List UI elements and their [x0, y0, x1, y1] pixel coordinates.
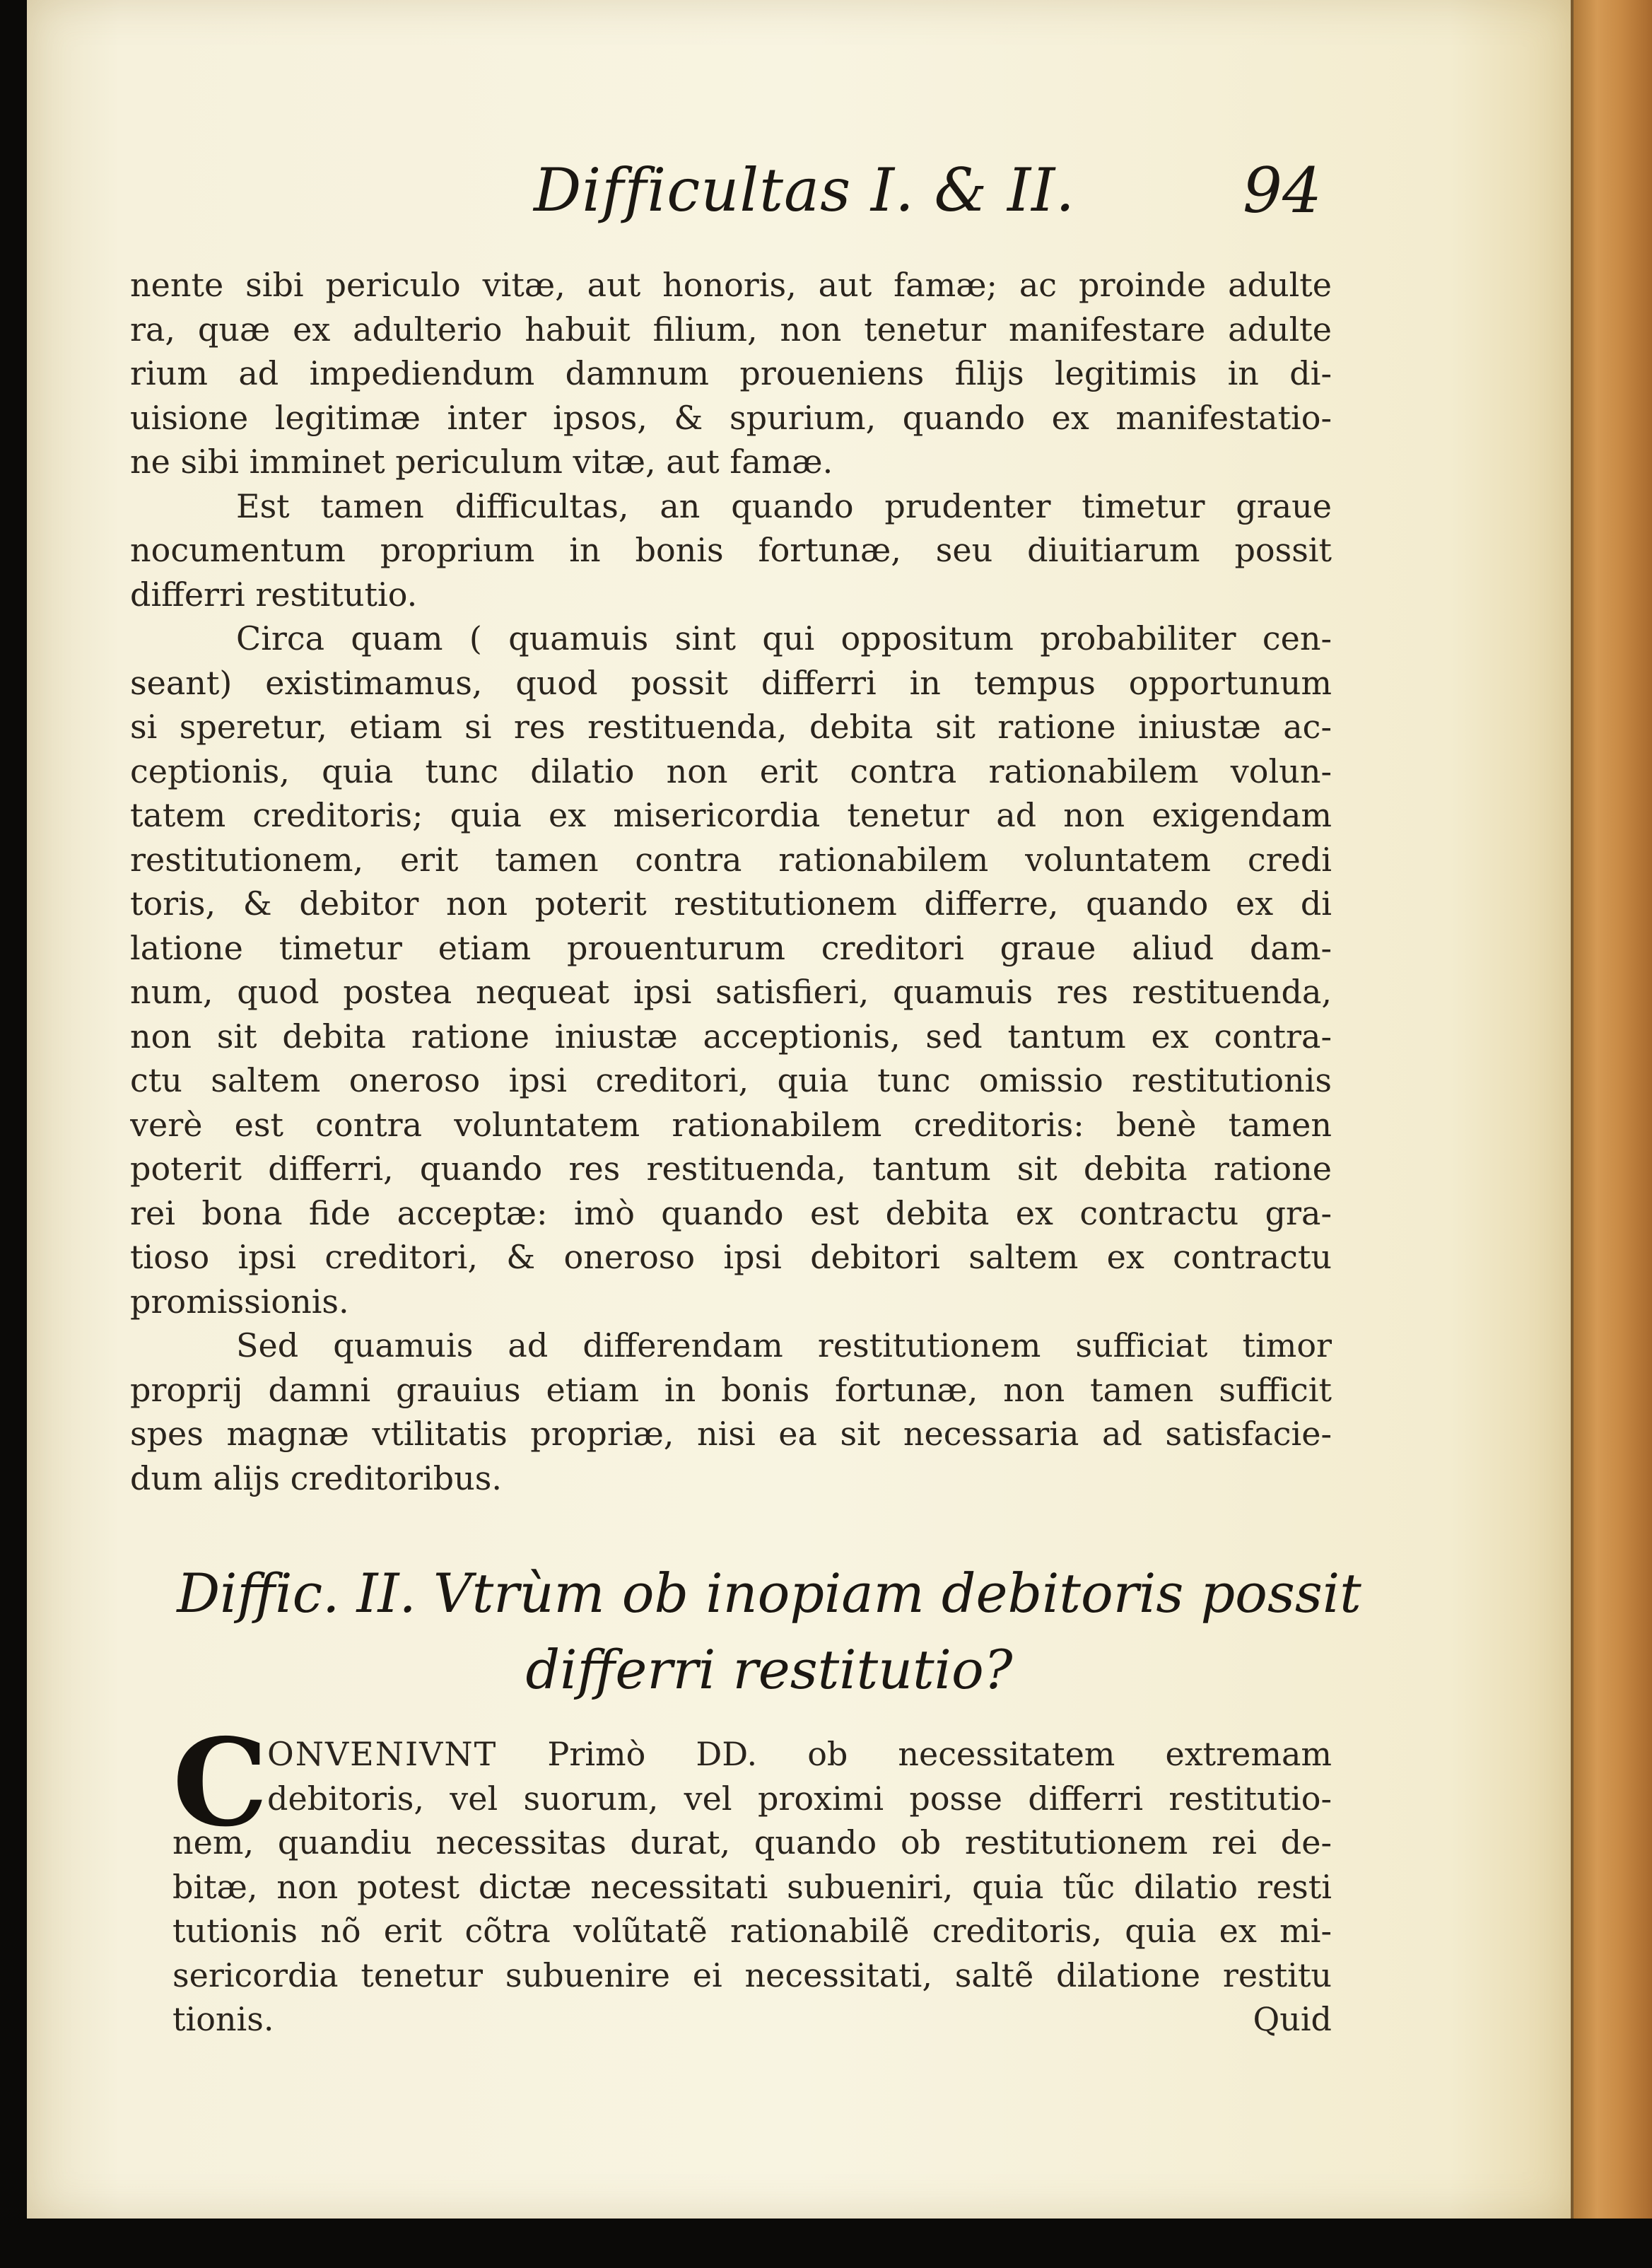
text-line: tioso ipsi creditori, & oneroso ipsi debitori saltem ex contractu: [130, 1238, 1332, 1276]
text-line: ceptionis, quia tunc dilatio non erit contra rationabilem volun-: [130, 752, 1332, 790]
text-line: tionis.: [172, 2000, 274, 2038]
text-line: differri restitutio.: [130, 575, 418, 614]
running-title: Difficultas I. & II.: [533, 156, 1076, 225]
text-line: non sit debita ratione iniustæ acceptionis, sed tantum ex contra-: [130, 1017, 1332, 1056]
text-line: debitoris, vel suorum, vel proximi posse differri restitutio-: [267, 1779, 1332, 1818]
text-line: ne sibi imminet periculum vitæ, aut famæ.: [130, 443, 833, 481]
text-line: ctu saltem oneroso ipsi creditori, quia tunc omissio restitutionis: [130, 1061, 1332, 1099]
text-line: [267, 1732, 1332, 1777]
last-line-row: [172, 1997, 1332, 2042]
text-line: rium ad impediendum damnum proueniens filijs legitimis in di-: [130, 354, 1332, 392]
text-line: verè est contra voluntatem rationabilem creditoris: benè tamen: [130, 1105, 1332, 1144]
text-line: Sed quamuis ad differendam restitutionem sufficiat timor: [236, 1326, 1332, 1364]
text-fragment: Primò DD. ob necessitatem extremam: [547, 1735, 1332, 1773]
paragraph-4: [130, 1323, 1332, 1500]
section-heading-line: differri restitutio?: [525, 1638, 1013, 1701]
text-line: dum alijs creditoribus.: [130, 1459, 502, 1497]
text-line: poterit differri, quando res restituenda, tantum sit debita ratione: [130, 1150, 1332, 1188]
text-line: Est tamen difficultas, an quando prudenter timetur graue: [236, 486, 1332, 525]
text-line: num, quod postea nequeat ipsi satisfieri, quamuis res restituenda,: [130, 973, 1332, 1011]
text-line: si speretur, etiam si res restituenda, debita sit ratione iniustæ ac-: [130, 708, 1332, 746]
text-line: restitutionem, erit tamen contra rationabilem voluntatem credi: [130, 840, 1332, 879]
paragraph-1: [130, 263, 1332, 484]
text-line: proprij damni grauius etiam in bonis fortunæ, non tamen sufficit: [130, 1370, 1332, 1409]
text-line: bitæ, non potest dictæ necessitati subueniri, quia tũc dilatio resti: [172, 1867, 1332, 1906]
text-line: uisione legitimæ inter ipsos, & spurium, quando ex manifestatio-: [130, 398, 1332, 437]
body-text: [130, 263, 1332, 1500]
paragraph-2: [130, 484, 1332, 617]
section-heading-line: Diffic. II. Vtrùm ob inopiam debitoris possit: [177, 1562, 1361, 1625]
text-line: nocumentum proprium in bonis fortunæ, seu diuitiarum possit: [130, 531, 1332, 569]
page-number: 94: [1243, 154, 1322, 227]
text-line: ra, quæ ex adulterio habuit filium, non tenetur manifestare adulte: [130, 310, 1332, 349]
section-body: [172, 1712, 1332, 2042]
first-word: ONVENIVNT: [267, 1735, 498, 1773]
text-line: nem, quandiu necessitas durat, quando ob restitutionem rei de-: [172, 1823, 1332, 1861]
page-header: [27, 141, 1574, 240]
text-line: seant) existimamus, quod possit differri in tempus opportunum: [130, 663, 1332, 702]
text-line: toris, & debitor non poterit restitutionem differre, quando ex di: [130, 884, 1332, 923]
text-line: latione timetur etiam prouenturum creditori graue aliud dam-: [130, 928, 1332, 967]
text-line: sericordia tenetur subuenire ei necessitati, saltẽ dilatione restitu: [172, 1956, 1332, 1994]
text-line: spes magnæ vtilitatis propriæ, nisi ea sit necessaria ad satisfacie-: [130, 1415, 1332, 1453]
text-line: Circa quam ( quamuis sint qui oppositum probabiliter cen-: [236, 619, 1332, 657]
section-heading: [168, 1555, 1370, 1708]
drop-cap: C: [172, 1712, 269, 1854]
book-page: [27, 0, 1574, 2219]
catchword: Quid: [1253, 2000, 1332, 2038]
text-line: tatem creditoris; quia ex misericordia tenetur ad non exigendam: [130, 796, 1332, 834]
text-line: promissionis.: [130, 1282, 349, 1321]
text-line: rei bona fide acceptæ: imò quando est debita ex contractu gra-: [130, 1193, 1332, 1232]
text-line: nente sibi periculo vitæ, aut honoris, aut famæ; ac proinde adulte: [130, 266, 1332, 304]
text-line: tutionis nõ erit cõtra volũtatẽ rationabilẽ creditoris, quia ex mi-: [172, 1912, 1332, 1950]
paragraph-3: [130, 616, 1332, 1323]
book-edge: [1574, 0, 1652, 2268]
scan-bottom-border: [0, 2219, 1652, 2268]
